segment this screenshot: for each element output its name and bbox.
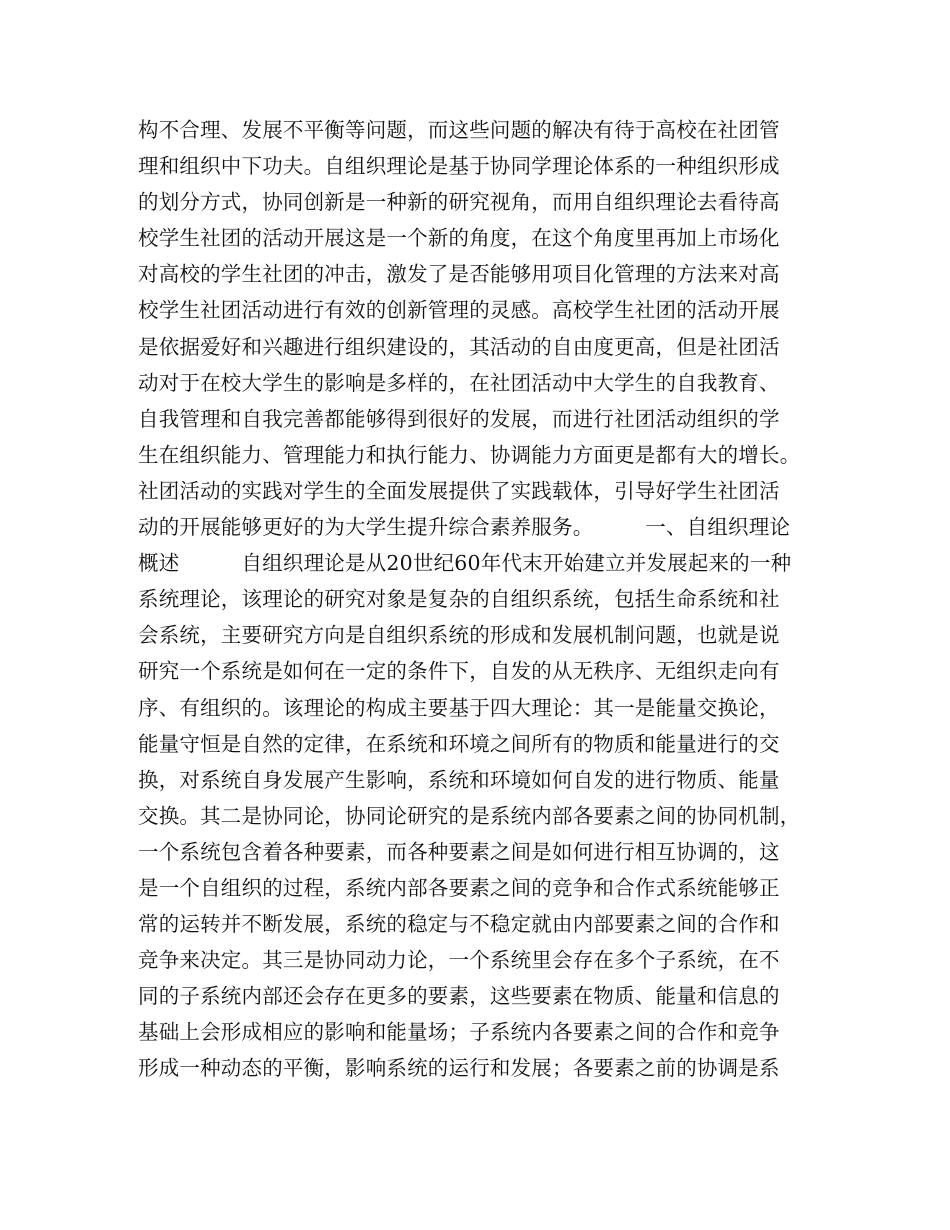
text-line: 常的运转并不断发展，系统的稳定与不稳定就由内部要素之间的合作和 <box>138 912 780 937</box>
body-text <box>138 112 828 1087</box>
text-line: 概述 自组织理论是从20世纪60年代末开始建立并发展起来的一种 <box>138 551 792 576</box>
text-line: 研究一个系统是如何在一定的条件下，自发的从无秩序、无组织走向有 <box>138 659 780 684</box>
text-line: 系统理论，该理论的研究对象是复杂的自组织系统，包括生命系统和社 <box>138 587 780 612</box>
text-line: 形成一种动态的平衡，影响系统的运行和发展；各要素之前的协调是系 <box>138 1056 780 1081</box>
text-line: 能量守恒是自然的定律，在系统和环境之间所有的物质和能量进行的交 <box>138 731 780 756</box>
text-line: 是依据爱好和兴趣进行组织建设的，其活动的自由度更高，但是社团活 <box>138 334 780 359</box>
text-line: 生在组织能力、管理能力和执行能力、协调能力方面更是都有大的增长。 <box>138 442 801 467</box>
text-line: 的划分方式，协同创新是一种新的研究视角，而用自组织理论去看待高 <box>138 190 780 215</box>
text-line: 对高校的学生社团的冲击，激发了是否能够用项目化管理的方法来对高 <box>138 262 780 287</box>
text-line: 理和组织中下功夫。自组织理论是基于协同学理论体系的一种组织形成 <box>138 154 780 179</box>
text-line: 社团活动的实践对学生的全面发展提供了实践载体，引导好学生社团活 <box>138 478 780 503</box>
text-line: 自我管理和自我完善都能够得到很好的发展，而进行社团活动组织的学 <box>138 406 780 431</box>
text-line: 是一个自组织的过程，系统内部各要素之间的竞争和合作式系统能够正 <box>138 875 780 900</box>
text-line: 构不合理、发展不平衡等问题，而这些问题的解决有待于高校在社团管 <box>138 118 780 142</box>
text-line: 竞争来决定。其三是协同动力论，一个系统里会存在多个子系统，在不 <box>138 948 780 973</box>
text-line: 换，对系统自身发展产生影响，系统和环境如何自发的进行物质、能量 <box>138 767 780 792</box>
text-line: 会系统，主要研究方向是自组织系统的形成和发展机制问题，也就是说 <box>138 623 780 648</box>
text-line: 基础上会形成相应的影响和能量场；子系统内各要素之间的合作和竞争 <box>138 1020 780 1045</box>
text-line: 序、有组织的。该理论的构成主要基于四大理论：其一是能量交换论， <box>138 695 780 720</box>
text-line: 动的开展能够更好的为大学生提升综合素养服务。 一、自组织理论 <box>138 515 791 540</box>
text-line: 一个系统包含着各种要素，而各种要素之间是如何进行相互协调的，这 <box>138 839 780 864</box>
text-line: 校学生社团的活动开展这是一个新的角度，在这个角度里再加上市场化 <box>138 226 780 251</box>
text-line: 交换。其二是协同论，协同论研究的是系统内部各要素之间的协同机制， <box>138 803 801 828</box>
text-line: 同的子系统内部还会存在更多的要素，这些要素在物质、能量和信息的 <box>138 984 780 1009</box>
text-line: 动对于在校大学生的影响是多样的，在社团活动中大学生的自我教育、 <box>138 370 780 395</box>
text-line: 校学生社团活动进行有效的创新管理的灵感。高校学生社团的活动开展 <box>138 298 780 323</box>
